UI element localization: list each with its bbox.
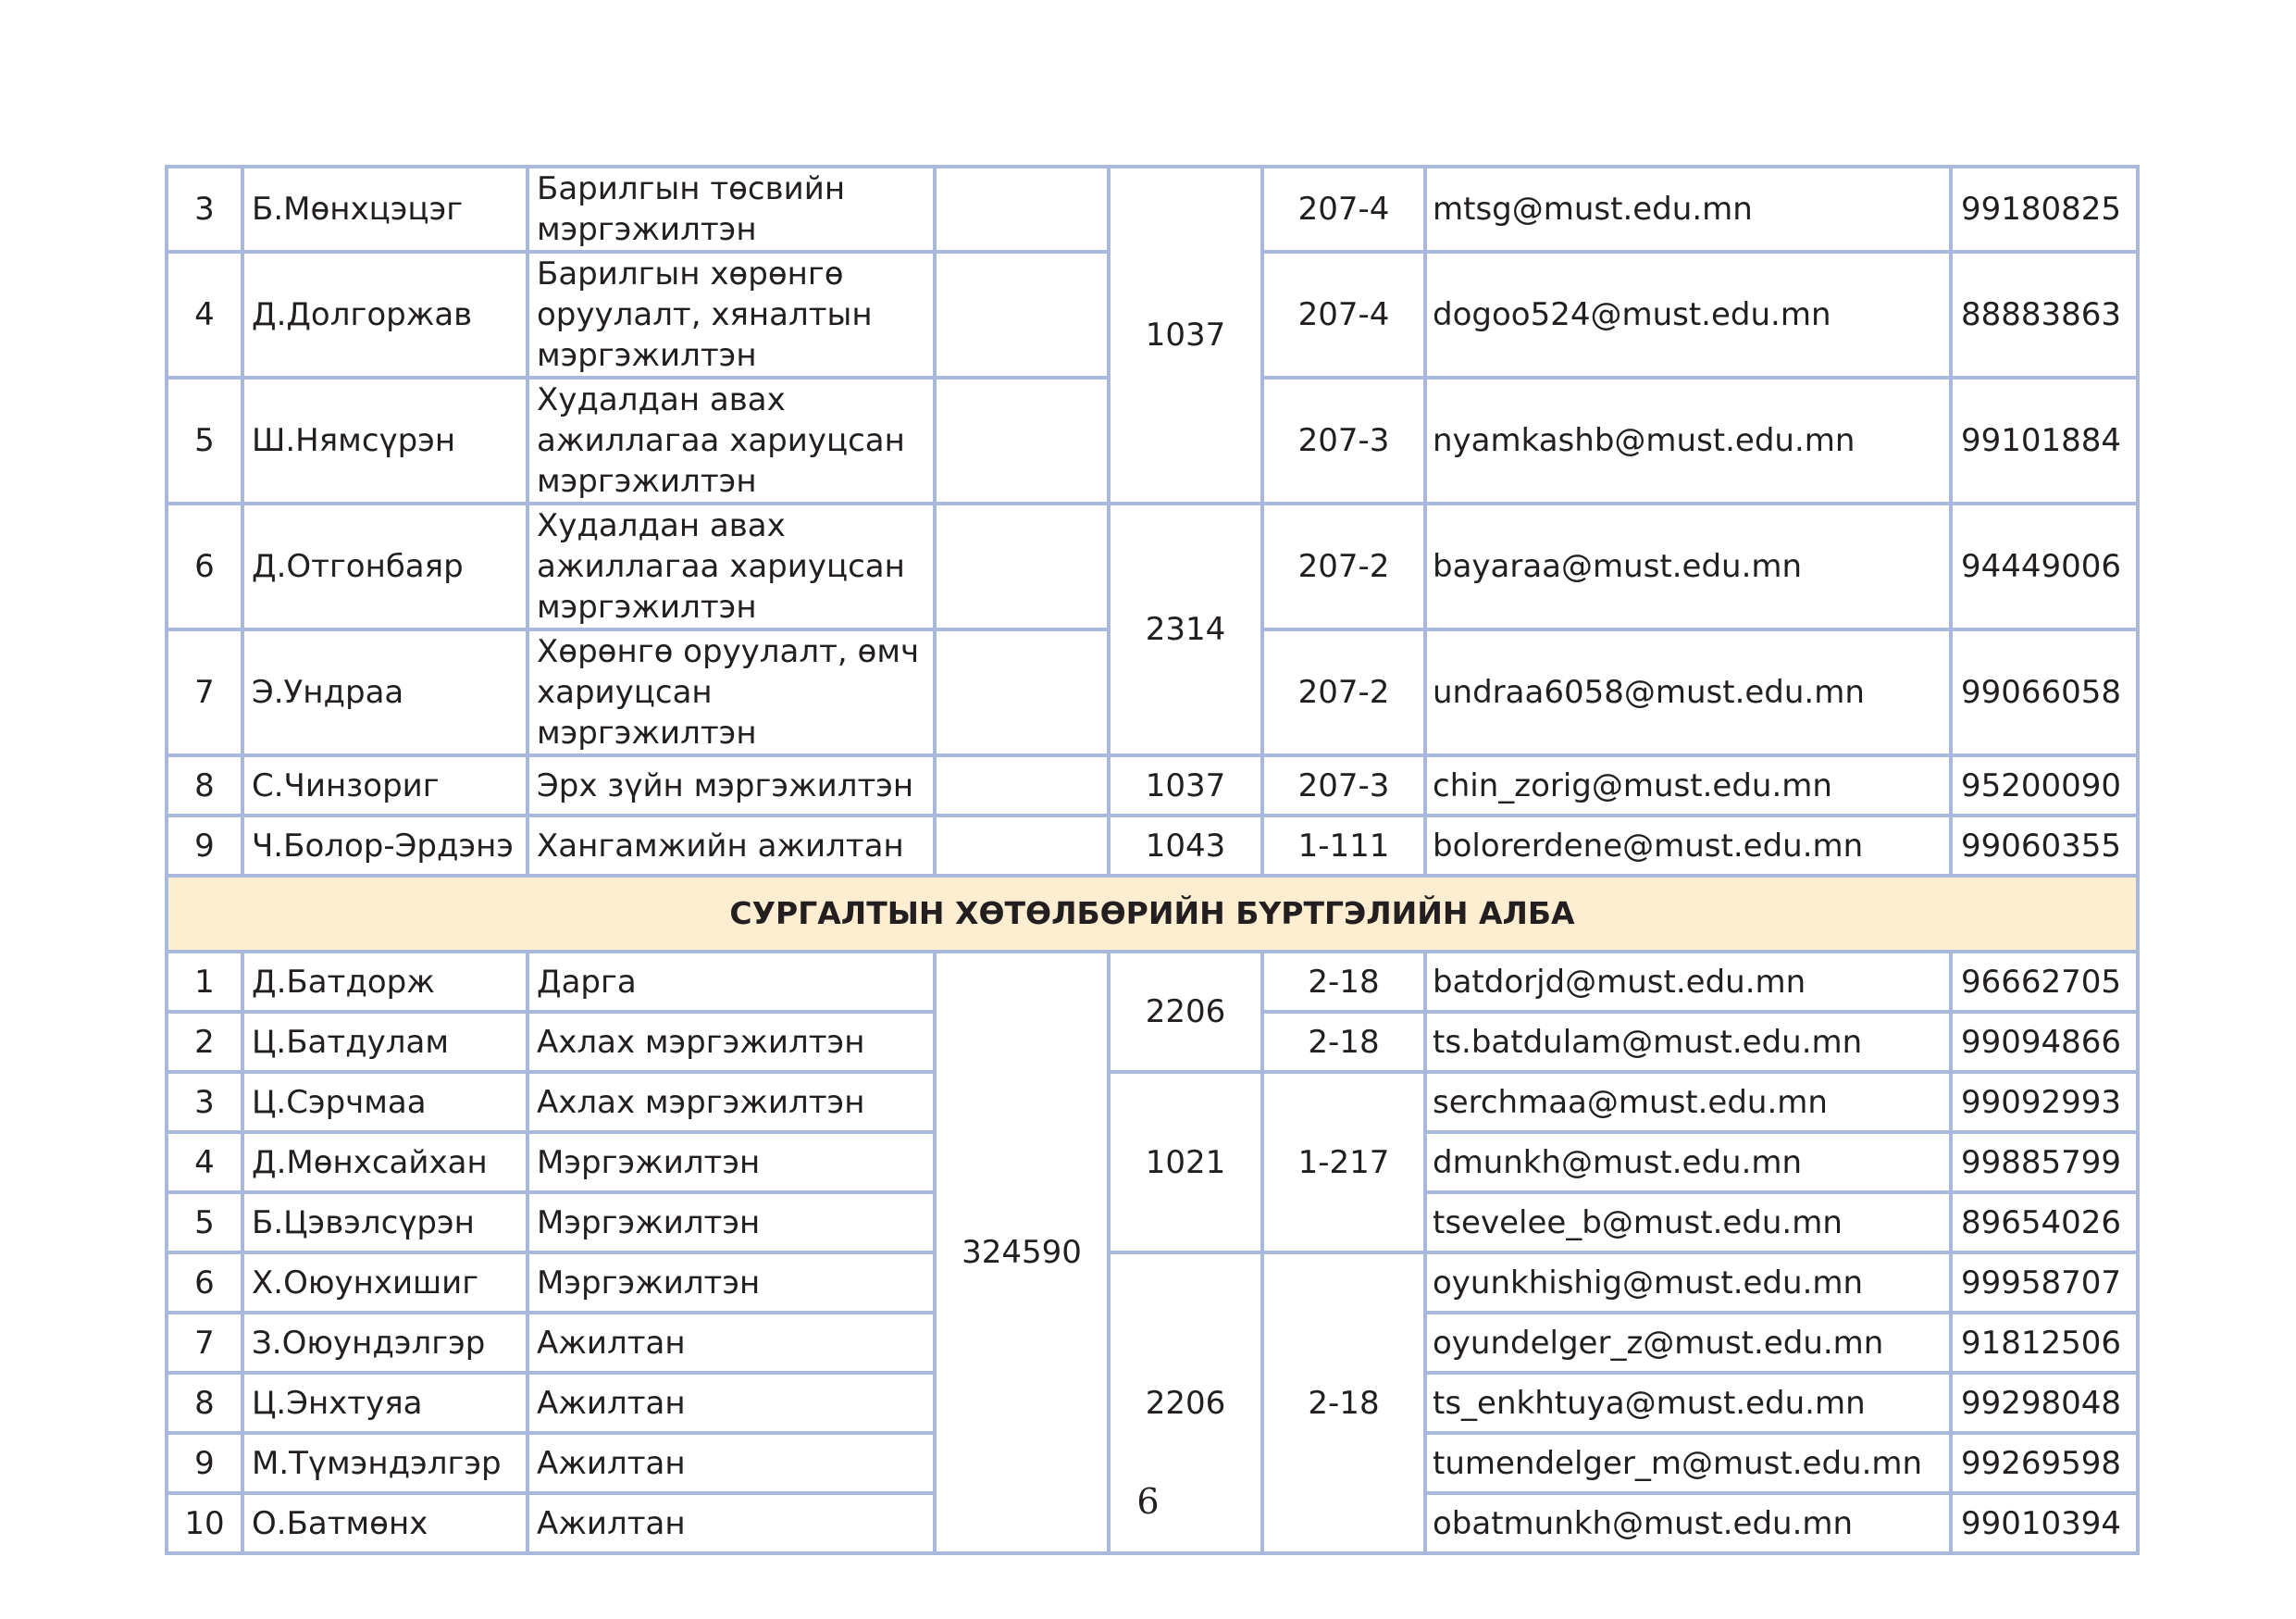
row-number: 8 <box>167 755 242 816</box>
staff-name: Ч.Болор-Эрдэнэ <box>242 816 527 876</box>
room-number: 207-3 <box>1262 378 1425 504</box>
email-address: serchmaa@must.edu.mn <box>1425 1072 1951 1132</box>
mobile-phone: 95200090 <box>1951 755 2138 816</box>
direct-phone-cell <box>935 504 1109 629</box>
staff-name: Ц.Сэрчмаа <box>242 1072 527 1132</box>
extension-number: 1037 <box>1109 167 1262 504</box>
email-address: bolorerdene@must.edu.mn <box>1425 816 1951 876</box>
staff-position: Мэргэжилтэн <box>527 1132 935 1192</box>
direct-phone-cell <box>935 629 1109 755</box>
email-address: oyundelger_z@must.edu.mn <box>1425 1313 1951 1373</box>
room-number: 2-18 <box>1262 1012 1425 1072</box>
staff-name: Д.Мөнхсайхан <box>242 1132 527 1192</box>
mobile-phone: 99092993 <box>1951 1072 2138 1132</box>
row-number: 1 <box>167 952 242 1012</box>
staff-name: Ш.Нямсүрэн <box>242 378 527 504</box>
row-number: 3 <box>167 1072 242 1132</box>
row-number: 4 <box>167 252 242 378</box>
staff-name: Д.Батдорж <box>242 952 527 1012</box>
staff-name: Д.Долгоржав <box>242 252 527 378</box>
email-address: mtsg@must.edu.mn <box>1425 167 1951 252</box>
staff-name: С.Чинзориг <box>242 755 527 816</box>
direct-phone-cell <box>935 252 1109 378</box>
email-address: oyunkhishig@must.edu.mn <box>1425 1252 1951 1313</box>
mobile-phone: 99066058 <box>1951 629 2138 755</box>
staff-position: Ажилтан <box>527 1493 935 1553</box>
staff-position: Ахлах мэргэжилтэн <box>527 1072 935 1132</box>
section-header-row <box>167 876 2138 952</box>
staff-position: Барилгын хөрөнгө оруулалт, хяналтын мэргэжилтэн <box>527 252 935 378</box>
page-number: 6 <box>1136 1481 1160 1522</box>
mobile-phone: 99269598 <box>1951 1433 2138 1493</box>
mobile-phone: 91812506 <box>1951 1313 2138 1373</box>
row-number: 3 <box>167 167 242 252</box>
email-address: obatmunkh@must.edu.mn <box>1425 1493 1951 1553</box>
room-number: 207-4 <box>1262 252 1425 378</box>
room-number: 207-2 <box>1262 629 1425 755</box>
extension-number: 1021 <box>1109 1072 1262 1252</box>
staff-name: З.Оюундэлгэр <box>242 1313 527 1373</box>
section-title: СУРГАЛТЫН ХӨТӨЛБӨРИЙН БҮРТГЭЛИЙН АЛБА <box>167 876 2138 952</box>
row-number: 2 <box>167 1012 242 1072</box>
direct-phone-cell <box>935 755 1109 816</box>
direct-phone-number: 324590 <box>935 952 1109 1553</box>
table-row <box>167 1252 2138 1313</box>
email-address: ts_enkhtuya@must.edu.mn <box>1425 1373 1951 1433</box>
staff-position: Ажилтан <box>527 1433 935 1493</box>
email-address: ts.batdulam@must.edu.mn <box>1425 1012 1951 1072</box>
row-number: 6 <box>167 1252 242 1313</box>
staff-position: Мэргэжилтэн <box>527 1252 935 1313</box>
staff-name: Ц.Батдулам <box>242 1012 527 1072</box>
mobile-phone: 88883863 <box>1951 252 2138 378</box>
staff-name: Ц.Энхтуяа <box>242 1373 527 1433</box>
mobile-phone: 99298048 <box>1951 1373 2138 1433</box>
table-row <box>167 1072 2138 1132</box>
row-number: 5 <box>167 1192 242 1252</box>
row-number: 5 <box>167 378 242 504</box>
mobile-phone: 99101884 <box>1951 378 2138 504</box>
extension-number: 2314 <box>1109 504 1262 755</box>
email-address: batdorjd@must.edu.mn <box>1425 952 1951 1012</box>
staff-position: Мэргэжилтэн <box>527 1192 935 1252</box>
staff-name: Э.Ундраа <box>242 629 527 755</box>
mobile-phone: 99060355 <box>1951 816 2138 876</box>
row-number: 9 <box>167 1433 242 1493</box>
email-address: tumendelger_m@must.edu.mn <box>1425 1433 1951 1493</box>
email-address: chin_zorig@must.edu.mn <box>1425 755 1951 816</box>
staff-name: О.Батмөнх <box>242 1493 527 1553</box>
staff-position: Худалдан авах ажиллагаа хариуцсан мэргэжилтэн <box>527 504 935 629</box>
email-address: dogoo524@must.edu.mn <box>1425 252 1951 378</box>
staff-name: Х.Оюунхишиг <box>242 1252 527 1313</box>
room-number: 207-3 <box>1262 755 1425 816</box>
email-address: undraa6058@must.edu.mn <box>1425 629 1951 755</box>
mobile-phone: 99958707 <box>1951 1252 2138 1313</box>
room-number: 1-111 <box>1262 816 1425 876</box>
row-number: 10 <box>167 1493 242 1553</box>
table-row <box>167 755 2138 816</box>
email-address: dmunkh@must.edu.mn <box>1425 1132 1951 1192</box>
row-number: 7 <box>167 629 242 755</box>
mobile-phone: 89654026 <box>1951 1192 2138 1252</box>
mobile-phone: 99885799 <box>1951 1132 2138 1192</box>
row-number: 6 <box>167 504 242 629</box>
row-number: 4 <box>167 1132 242 1192</box>
table-row <box>167 816 2138 876</box>
row-number: 8 <box>167 1373 242 1433</box>
mobile-phone: 99180825 <box>1951 167 2138 252</box>
staff-directory-table <box>165 165 2140 1555</box>
row-number: 9 <box>167 816 242 876</box>
mobile-phone: 96662705 <box>1951 952 2138 1012</box>
staff-position: Барилгын төсвийн мэргэжилтэн <box>527 167 935 252</box>
staff-position: Ажилтан <box>527 1313 935 1373</box>
extension-number: 1043 <box>1109 816 1262 876</box>
staff-position: Дарга <box>527 952 935 1012</box>
table-row <box>167 952 2138 1012</box>
staff-position: Худалдан авах ажиллагаа хариуцсан мэргэжилтэн <box>527 378 935 504</box>
mobile-phone: 99010394 <box>1951 1493 2138 1553</box>
email-address: tsevelee_b@must.edu.mn <box>1425 1192 1951 1252</box>
mobile-phone: 94449006 <box>1951 504 2138 629</box>
staff-position: Ахлах мэргэжилтэн <box>527 1012 935 1072</box>
staff-name: М.Түмэндэлгэр <box>242 1433 527 1493</box>
staff-name: Д.Отгонбаяр <box>242 504 527 629</box>
direct-phone-cell <box>935 378 1109 504</box>
email-address: bayaraa@must.edu.mn <box>1425 504 1951 629</box>
mobile-phone: 99094866 <box>1951 1012 2138 1072</box>
staff-name: Б.Цэвэлсүрэн <box>242 1192 527 1252</box>
room-number: 2-18 <box>1262 952 1425 1012</box>
email-address: nyamkashb@must.edu.mn <box>1425 378 1951 504</box>
extension-number: 2206 <box>1109 1252 1262 1553</box>
room-number: 207-2 <box>1262 504 1425 629</box>
direct-phone-cell <box>935 816 1109 876</box>
staff-position: Ажилтан <box>527 1373 935 1433</box>
extension-number: 2206 <box>1109 952 1262 1072</box>
direct-phone-cell <box>935 167 1109 252</box>
staff-position: Эрх зүйн мэргэжилтэн <box>527 755 935 816</box>
staff-position: Хөрөнгө оруулалт, өмч хариуцсан мэргэжилтэн <box>527 629 935 755</box>
room-number: 207-4 <box>1262 167 1425 252</box>
room-number: 2-18 <box>1262 1252 1425 1553</box>
staff-name: Б.Мөнхцэцэг <box>242 167 527 252</box>
room-number: 1-217 <box>1262 1072 1425 1252</box>
extension-number: 1037 <box>1109 755 1262 816</box>
table-row <box>167 504 2138 629</box>
row-number: 7 <box>167 1313 242 1373</box>
table-row <box>167 167 2138 252</box>
staff-position: Хангамжийн ажилтан <box>527 816 935 876</box>
